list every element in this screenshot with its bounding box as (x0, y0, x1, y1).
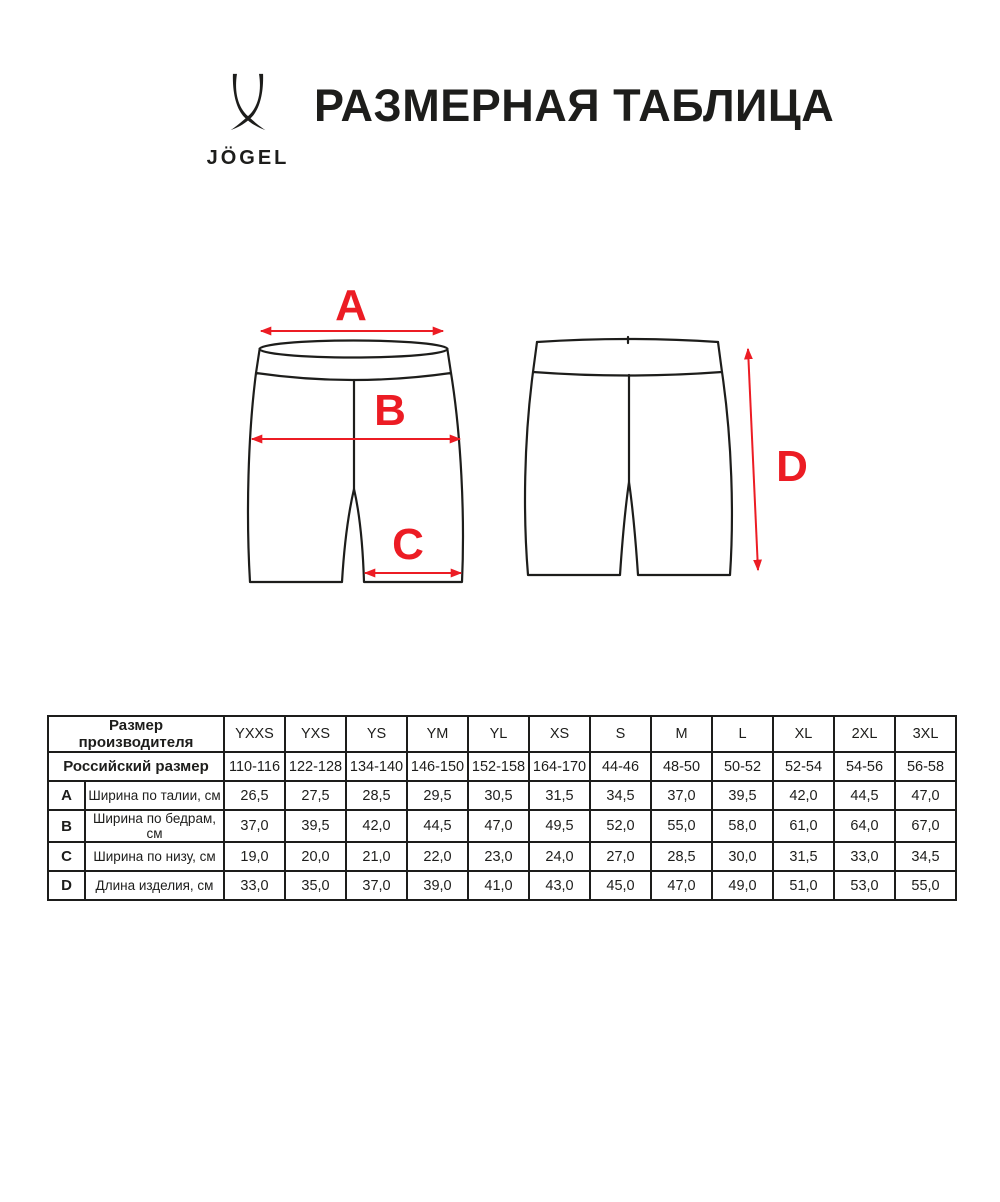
russian-size-cell: 134-140 (346, 752, 407, 781)
dimension-value-cell: 45,0 (590, 871, 651, 900)
dimension-value-cell: 30,0 (712, 842, 773, 871)
size-code-cell: L (712, 716, 773, 752)
russian-size-row (48, 752, 956, 781)
brand-wordmark: JÖGEL (206, 147, 290, 169)
dimension-value-cell: 49,0 (712, 871, 773, 900)
dimension-name-cell: Ширина по бедрам, см (85, 810, 224, 842)
russian-size-cell: 152-158 (468, 752, 529, 781)
dimension-value-cell: 39,5 (712, 781, 773, 810)
size-code-cell: YS (346, 716, 407, 752)
dimension-value-cell: 37,0 (346, 871, 407, 900)
size-table-container (47, 715, 957, 901)
dimension-value-cell: 64,0 (834, 810, 895, 842)
dimension-value-cell: 27,5 (285, 781, 346, 810)
dimension-value-cell: 39,5 (285, 810, 346, 842)
dimension-value-cell: 37,0 (651, 781, 712, 810)
dimension-value-cell: 55,0 (895, 871, 956, 900)
dimension-value-cell: 23,0 (468, 842, 529, 871)
size-diagram (0, 270, 1000, 615)
dimension-value-cell: 47,0 (651, 871, 712, 900)
dimension-value-cell: 37,0 (224, 810, 285, 842)
dimension-value-cell: 51,0 (773, 871, 834, 900)
dimension-letter-cell: C (48, 842, 85, 871)
dimension-value-cell: 58,0 (712, 810, 773, 842)
dimension-value-cell: 30,5 (468, 781, 529, 810)
dimension-value-cell: 34,5 (895, 842, 956, 871)
measure-label-b: B (374, 386, 406, 435)
size-code-cell: YL (468, 716, 529, 752)
dimension-value-cell: 20,0 (285, 842, 346, 871)
dimension-value-cell: 29,5 (407, 781, 468, 810)
dimension-value-cell: 31,5 (773, 842, 834, 871)
dimension-value-cell: 55,0 (651, 810, 712, 842)
dimension-row-C (48, 842, 956, 871)
dimension-value-cell: 34,5 (590, 781, 651, 810)
manufacturer-size-label: Размер производителя (48, 716, 224, 752)
size-code-cell: M (651, 716, 712, 752)
dimension-value-cell: 53,0 (834, 871, 895, 900)
dimension-row-B (48, 810, 956, 842)
measure-arrow-d (748, 349, 758, 570)
dimension-value-cell: 27,0 (590, 842, 651, 871)
size-table (47, 715, 957, 901)
russian-size-cell: 56-58 (895, 752, 956, 781)
dimension-value-cell: 21,0 (346, 842, 407, 871)
dimension-value-cell: 47,0 (468, 810, 529, 842)
russian-size-cell: 48-50 (651, 752, 712, 781)
size-code-cell: YM (407, 716, 468, 752)
russian-size-cell: 164-170 (529, 752, 590, 781)
russian-size-cell: 50-52 (712, 752, 773, 781)
dimension-value-cell: 52,0 (590, 810, 651, 842)
dimension-value-cell: 24,0 (529, 842, 590, 871)
dimension-value-cell: 44,5 (407, 810, 468, 842)
size-code-cell: S (590, 716, 651, 752)
dimension-value-cell: 26,5 (224, 781, 285, 810)
size-code-cell: YXS (285, 716, 346, 752)
jogel-logo-icon (219, 64, 277, 144)
dimension-letter-cell: D (48, 871, 85, 900)
measure-label-c: C (392, 520, 424, 569)
russian-size-cell: 122-128 (285, 752, 346, 781)
dimension-value-cell: 33,0 (224, 871, 285, 900)
dimension-value-cell: 41,0 (468, 871, 529, 900)
dimension-value-cell: 44,5 (834, 781, 895, 810)
dimension-letter-cell: A (48, 781, 85, 810)
dimension-value-cell: 42,0 (346, 810, 407, 842)
size-code-cell: 2XL (834, 716, 895, 752)
dimension-value-cell: 43,0 (529, 871, 590, 900)
size-code-cell: YXXS (224, 716, 285, 752)
page-title: РАЗМЕРНАЯ ТАБЛИЦА (314, 80, 835, 131)
shorts-back-diagram (525, 337, 732, 575)
russian-size-cell: 110-116 (224, 752, 285, 781)
dimension-value-cell: 31,5 (529, 781, 590, 810)
dimension-name-cell: Ширина по низу, см (85, 842, 224, 871)
dimension-row-A (48, 781, 956, 810)
dimension-value-cell: 28,5 (651, 842, 712, 871)
dimension-name-cell: Длина изделия, см (85, 871, 224, 900)
dimension-letter-cell: B (48, 810, 85, 842)
dimension-row-D (48, 871, 956, 900)
dimension-name-cell: Ширина по талии, см (85, 781, 224, 810)
measure-label-d: D (776, 442, 808, 491)
russian-size-cell: 146-150 (407, 752, 468, 781)
size-code-cell: 3XL (895, 716, 956, 752)
dimension-value-cell: 19,0 (224, 842, 285, 871)
brand-logo (200, 64, 296, 170)
size-code-cell: XL (773, 716, 834, 752)
dimension-value-cell: 42,0 (773, 781, 834, 810)
manufacturer-size-row (48, 716, 956, 752)
dimension-value-cell: 33,0 (834, 842, 895, 871)
dimension-value-cell: 39,0 (407, 871, 468, 900)
measure-label-a: A (335, 281, 367, 330)
dimension-value-cell: 22,0 (407, 842, 468, 871)
dimension-value-cell: 28,5 (346, 781, 407, 810)
russian-size-cell: 44-46 (590, 752, 651, 781)
dimension-value-cell: 61,0 (773, 810, 834, 842)
dimension-value-cell: 67,0 (895, 810, 956, 842)
shorts-front-diagram (248, 341, 463, 583)
dimension-value-cell: 35,0 (285, 871, 346, 900)
russian-size-cell: 54-56 (834, 752, 895, 781)
dimension-value-cell: 47,0 (895, 781, 956, 810)
russian-size-cell: 52-54 (773, 752, 834, 781)
dimension-value-cell: 49,5 (529, 810, 590, 842)
size-code-cell: XS (529, 716, 590, 752)
size-table-body (48, 716, 956, 900)
russian-size-label: Российский размер (48, 752, 224, 781)
